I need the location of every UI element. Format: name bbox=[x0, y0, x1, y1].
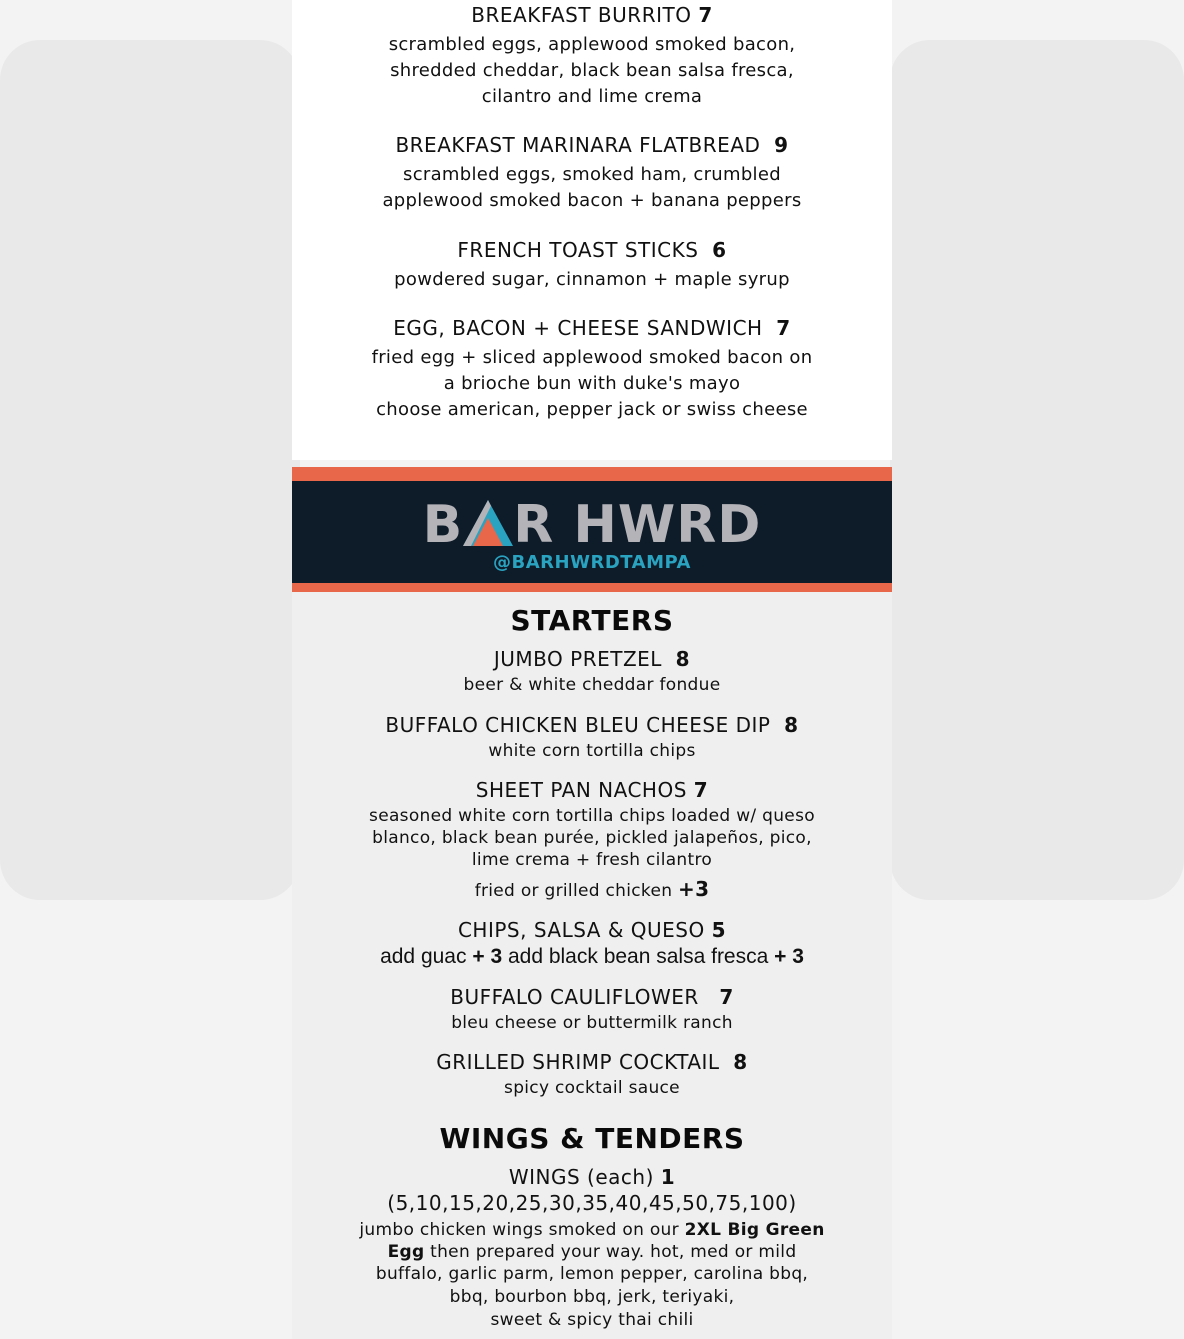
item-price: 6 bbox=[712, 238, 727, 262]
background-shape bbox=[0, 40, 300, 900]
item-price: 7 bbox=[719, 985, 734, 1009]
section-heading-starters: STARTERS bbox=[510, 604, 674, 637]
item-price: 7 bbox=[693, 778, 709, 802]
menu-item-desc: scrambled eggs, applewood smoked bacon, bbox=[388, 34, 796, 55]
item-price: 8 bbox=[733, 1050, 748, 1074]
menu-item-desc: scrambled eggs, smoked ham, crumbled bbox=[403, 164, 781, 185]
social-handle: @BARHWRDTAMPA bbox=[493, 552, 691, 573]
section-heading-wings: WINGS & TENDERS bbox=[439, 1122, 745, 1155]
menu-item-desc: fried egg + sliced applewood smoked bacon on bbox=[371, 347, 813, 368]
menu-item-desc: shredded cheddar, black bean salsa fresca, bbox=[390, 60, 794, 81]
menu-item-desc: seasoned white corn tortilla chips loaded w/ queso bbox=[369, 806, 815, 826]
menu-item-desc: powdered sugar, cinnamon + maple syrup bbox=[394, 269, 790, 290]
item-price: 9 bbox=[774, 133, 789, 157]
menu-item-addon: fried or grilled chicken +3 bbox=[474, 877, 710, 901]
menu-item-desc: beer & white cheddar fondue bbox=[463, 675, 721, 695]
menu-item-title: FRENCH TOAST STICKS 6 bbox=[457, 238, 727, 262]
menu-item-desc: a brioche bun with duke's mayo bbox=[443, 373, 741, 394]
menu-item-desc: choose american, pepper jack or swiss cheese bbox=[376, 399, 808, 420]
bar-hwrd-logo: B R HWRD bbox=[422, 495, 762, 555]
menu-item-title: CHIPS, SALSA & QUESO 5 bbox=[457, 918, 727, 942]
menu-item-desc: sweet & spicy thai chili bbox=[490, 1310, 694, 1330]
menu-item-title: WINGS (each) 1 bbox=[508, 1165, 676, 1189]
item-price: 8 bbox=[675, 647, 691, 671]
wing-counts: (5,10,15,20,25,30,35,40,45,50,75,100) bbox=[387, 1191, 797, 1215]
item-price: 8 bbox=[784, 713, 799, 737]
breakfast-section bbox=[292, 0, 892, 460]
food-section bbox=[292, 592, 892, 1339]
menu-item-title: EGG, BACON + CHEESE SANDWICH 7 bbox=[393, 316, 791, 340]
menu-item-title: JUMBO PRETZEL 8 bbox=[493, 647, 691, 671]
menu-item-title: GRILLED SHRIMP COCKTAIL 8 bbox=[436, 1050, 748, 1074]
menu-item-desc: blanco, black bean purée, pickled jalapeños, pico, bbox=[372, 828, 812, 848]
menu-item-title: BUFFALO CHICKEN BLEU CHEESE DIP 8 bbox=[385, 713, 799, 737]
item-price: 1 bbox=[660, 1165, 676, 1189]
item-price: 7 bbox=[776, 316, 791, 340]
menu-item-desc: jumbo chicken wings smoked on our 2XL Big Green bbox=[359, 1220, 825, 1240]
menu-item-desc: bleu cheese or buttermilk ranch bbox=[451, 1013, 733, 1033]
addon-price: + 3 bbox=[774, 945, 804, 968]
menu-item-title: BREAKFAST BURRITO 7 bbox=[471, 3, 713, 27]
menu-item-desc: white corn tortilla chips bbox=[488, 741, 696, 761]
item-price: 5 bbox=[711, 918, 727, 942]
menu-item-title: BREAKFAST MARINARA FLATBREAD 9 bbox=[395, 133, 789, 157]
menu-item-desc: buffalo, garlic parm, lemon pepper, carolina bbq, bbox=[375, 1264, 809, 1284]
menu-item-desc: Egg then prepared your way. hot, med or mild bbox=[387, 1242, 797, 1262]
menu-item-title: BUFFALO CAULIFLOWER 7 bbox=[450, 985, 734, 1009]
menu-page bbox=[292, 0, 892, 1339]
addon-price: +3 bbox=[678, 877, 710, 901]
menu-item-desc: applewood smoked bacon + banana peppers bbox=[382, 190, 802, 211]
menu-item-title: SHEET PAN NACHOS 7 bbox=[475, 778, 709, 802]
menu-item-desc: cilantro and lime crema bbox=[481, 86, 703, 107]
brand-banner bbox=[292, 467, 892, 592]
menu-item-desc: bbq, bourbon bbq, jerk, teriyaki, bbox=[449, 1287, 735, 1307]
menu-item-desc: spicy cocktail sauce bbox=[504, 1078, 680, 1098]
item-price: 7 bbox=[698, 3, 713, 27]
addon-price: + 3 bbox=[472, 945, 503, 968]
triangle-logo-icon bbox=[463, 499, 513, 545]
menu-item-desc: lime crema + fresh cilantro bbox=[471, 850, 713, 870]
menu-item-addons: add guac + 3 add black bean salsa fresca + 3 bbox=[380, 945, 804, 968]
background-shape bbox=[890, 40, 1184, 900]
